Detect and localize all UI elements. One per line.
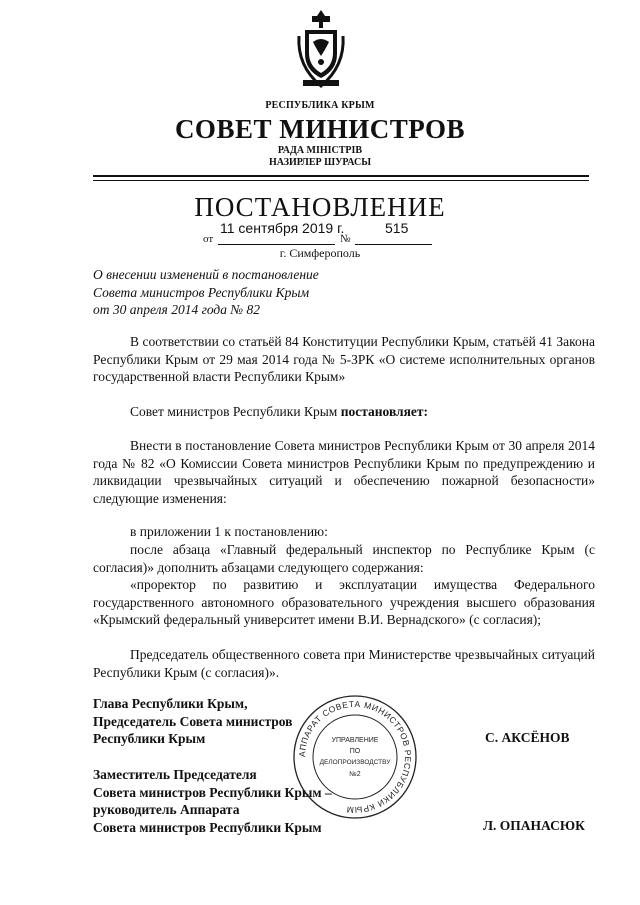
council-name-crimean-tatar: НАЗИРЛЕР ШУРАСЫ [268,157,372,168]
stamp-line: ДЕЛОПРОИЗВОДСТВУ [319,759,391,766]
signature-block-deputy [93,766,332,836]
paragraph-after-item: после абзаца «Главный федеральный инспектор по Республике Крым (с согласия)» дополнить абзацами следующего содержания: [93,542,595,575]
decree-number: 515 [385,220,409,236]
decree-title: ПОСТАНОВЛЕНИЕ [194,192,446,222]
signature-title-line: Председатель Совета министров [93,713,293,729]
signature-title-line: Совета министров Республики Крым [93,819,322,835]
council-name-ukrainian: РАДА МІНІСТРІВ [277,145,363,156]
subject-line: от 30 апреля 2014 года № 82 [93,302,260,317]
council-name: СОВЕТ МИНИСТРОВ [174,114,466,144]
subject-line: О внесении изменений в постановление [93,267,319,282]
decree-subject [93,266,319,319]
stamp-ring-text: АППАРАТ СОВЕТА МИНИСТРОВ РЕСПУБЛИКИ КРЫМ [296,698,414,816]
stamp-line: ПО [349,748,361,755]
header-rule-thin [93,180,589,181]
paragraph-amend: Внести в постановление Совета министров Республики Крым от 30 апреля 2014 года № 82 «О Комиссии Совета министров Республики Крым по предупреждению и ликвидации чрезвычайных ситуаций и обеспечению пожарной безопасности» следующие изменения: [93,438,595,506]
signature-name-deputy: Л. ОПАНАСЮК [483,818,585,833]
number-underline [355,244,432,245]
number-prefix: № [340,233,351,245]
date-prefix: от [203,233,214,245]
date-number-line [200,220,440,246]
signature-title-line: Заместитель Председателя [93,767,257,782]
signature-title-line: Глава Республики Крым, [93,696,248,711]
paragraph-appendix: в приложении 1 к постановлению: [130,524,328,539]
paragraph-prorector: «проректор по развитию и эксплуатации имущества Федерального государственного автономного образовательного учреждения высшего образования «Крымский федеральный университет имени В.И. Вернадского» (с согласия); [93,577,595,627]
city: г. Симферополь [279,246,361,260]
decree-date: 11 сентября 2019 г. [220,220,345,236]
header-rule-thick [93,175,589,177]
subject-line: Совета министров Республики Крым [93,284,310,300]
resolves-bold: постановляет: [340,404,429,419]
paragraph-basis: В соответствии со статьёй 84 Конституции Республики Крым, статьёй 41 Закона Республики Крым от 29 мая 2014 года № 5-ЗРК «О системе исполнительных органов государственной власти Республики Крым» [93,334,595,384]
signature-block-head [93,695,292,748]
signature-title-line: Совета министров Республики Крым – [93,784,332,800]
stamp-line: УПРАВЛЕНИЕ [331,737,379,744]
paragraph-chairman: Председатель общественного совета при Министерстве чрезвычайных ситуаций Республики Крым (с согласия)». [93,647,595,680]
stamp-line: №2 [349,771,361,778]
paragraph-resolves [93,403,595,421]
signature-title-line: Республики Крым [93,731,206,746]
resolves-text: Совет министров Республики Крым [130,404,341,419]
crimea-emblem-icon [295,6,347,90]
signature-name-head: С. АКСЁНОВ [485,730,570,745]
date-underline [218,244,335,245]
signature-title-line: руководитель Аппарата [93,802,240,817]
republic-name: РЕСПУБЛИКА КРЫМ [265,100,375,111]
